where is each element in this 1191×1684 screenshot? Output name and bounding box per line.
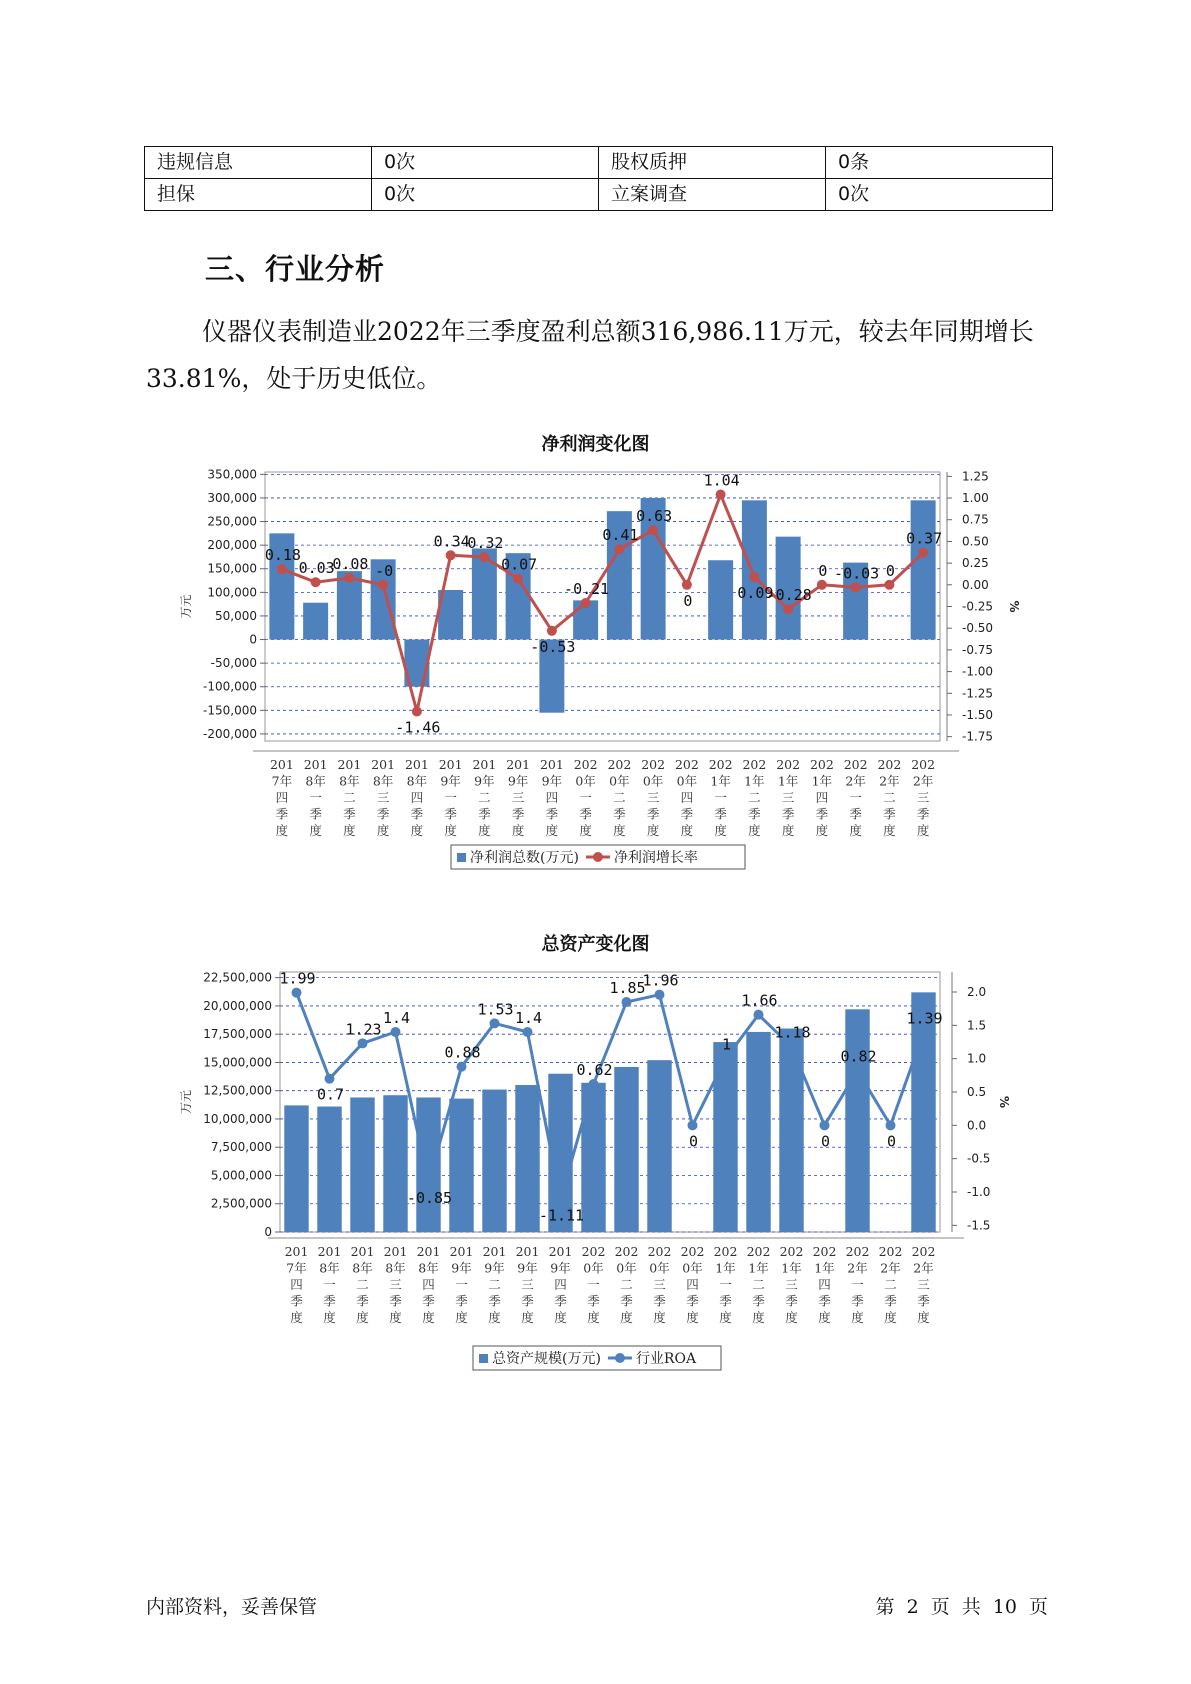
table-cell: 担保: [145, 179, 372, 211]
y2-tick-label: 0.00: [962, 577, 989, 592]
y2-tick-label: 2.0: [967, 985, 987, 999]
chart-title-total-assets: 总资产变化图: [541, 934, 650, 955]
x-tick-label: 202 2年三季度: [911, 1244, 936, 1325]
y2-tick-label: 0.50: [962, 534, 989, 549]
legend-line-marker: [593, 852, 603, 862]
y-tick-label: 150,000: [207, 561, 257, 576]
x-tick-label: 201 8年二季度: [350, 1244, 375, 1325]
data-point: [614, 544, 624, 554]
data-label: 0: [886, 1132, 897, 1151]
x-tick-label: 201 9年三季度: [506, 757, 531, 838]
section-title: 三、行业分析: [205, 252, 386, 286]
data-point: [581, 598, 591, 608]
x-tick-label: 202 1年二季度: [742, 757, 767, 838]
y-tick-label: 250,000: [207, 514, 257, 529]
bar: [416, 1097, 440, 1232]
data-label: 1.39: [906, 1009, 943, 1028]
data-label: 0.88: [444, 1043, 481, 1062]
legend-bar-swatch: [457, 853, 466, 862]
x-tick-label: 201 7年四季度: [284, 1244, 309, 1325]
bar: [303, 603, 328, 640]
data-point: [886, 1120, 896, 1130]
x-tick-label: 202 0年四季度: [680, 1244, 705, 1325]
table-cell: 0次: [826, 179, 1053, 211]
data-point: [391, 1027, 401, 1037]
data-label: 1.4: [382, 1009, 411, 1027]
y-tick-label: 0: [249, 632, 257, 647]
total-assets-chart: [0, 960, 1191, 1380]
y2-tick-label: -1.0: [967, 1185, 991, 1199]
data-point: [622, 997, 632, 1007]
data-point: [446, 550, 456, 560]
x-tick-label: 202 1年一季度: [708, 757, 733, 838]
plot-area: [265, 472, 943, 741]
y-tick-label: 17,500,000: [203, 1027, 272, 1042]
y-tick-label: -100,000: [203, 679, 257, 694]
x-tick-label: 201 8年一季度: [303, 757, 328, 838]
y2-tick-label: -1.75: [962, 729, 994, 744]
data-point: [787, 1042, 797, 1052]
y2-tick-label: -0.5: [967, 1151, 991, 1166]
y2-tick-label: -0.25: [962, 599, 994, 614]
data-label: 0: [688, 1132, 699, 1151]
y-tick-label: 200,000: [207, 538, 257, 553]
data-point: [311, 577, 321, 587]
data-point: [682, 580, 692, 590]
data-label: 1.18: [774, 1023, 811, 1042]
table-cell: 股权质押: [599, 147, 826, 179]
x-tick-label: 201 8年一季度: [317, 1244, 342, 1325]
bar: [911, 500, 936, 639]
data-point: [358, 1038, 368, 1048]
legend-label-bars: 净利润总数(万元): [470, 850, 579, 866]
table-cell: 0次: [372, 147, 599, 179]
data-label: -1.11: [538, 1206, 585, 1225]
y2-tick-label: 1.0: [967, 1051, 987, 1066]
x-tick-label: 201 9年四季度: [539, 757, 564, 838]
bar: [614, 1067, 638, 1232]
x-tick-label: 201 9年二季度: [482, 1244, 507, 1325]
legend-label-line: 净利润增长率: [613, 850, 698, 866]
bar: [383, 1095, 407, 1232]
data-label: 0.7: [316, 1085, 345, 1104]
table-cell: 0次: [372, 179, 599, 211]
x-tick-label: 201 8年四季度: [416, 1244, 441, 1325]
legend-label-line: 行业ROA: [635, 1351, 697, 1367]
data-point: [716, 490, 726, 500]
table-row: [145, 179, 1053, 211]
data-label: 0.08: [332, 554, 369, 573]
data-label: -0.03: [834, 564, 880, 583]
data-label: 1.66: [741, 991, 778, 1010]
data-label: 0.18: [264, 546, 301, 565]
y-tick-label: 100,000: [207, 585, 257, 600]
data-point: [292, 988, 302, 998]
bar: [317, 1107, 341, 1232]
y2-tick-label: 1.25: [962, 469, 989, 484]
data-point: [688, 1120, 698, 1130]
x-tick-label: 202 2年二季度: [878, 1244, 903, 1325]
bar: [449, 1099, 473, 1232]
data-point: [919, 1028, 929, 1038]
x-tick-label: 201 7年四季度: [269, 757, 294, 838]
data-label: 1.23: [345, 1020, 382, 1039]
y2-tick-label: 1.5: [967, 1018, 987, 1033]
analysis-paragraph: 仪器仪表制造业2022年三季度盈利总额316,986.11万元，较去年同期增长33.81%，处于历史低位。: [146, 317, 1034, 393]
legend-label-bars: 总资产规模(万元): [492, 1351, 601, 1367]
bar: [746, 1032, 770, 1232]
bar: [713, 1042, 737, 1232]
data-label: 0.03: [298, 559, 335, 578]
data-label: 0.07: [501, 555, 538, 574]
y-tick-label: 2,500,000: [210, 1196, 272, 1211]
data-label: 0: [683, 591, 693, 610]
y2-tick-label: 0.0: [967, 1118, 987, 1133]
bar: [284, 1105, 308, 1232]
x-tick-label: 201 8年三季度: [371, 757, 396, 838]
data-point: [412, 706, 422, 716]
y-tick-label: 7,500,000: [210, 1140, 272, 1155]
x-tick-label: 202 2年一季度: [843, 757, 868, 838]
y-tick-label: 5,000,000: [210, 1168, 272, 1183]
y-tick-label: 12,500,000: [203, 1083, 272, 1098]
data-label: -0: [375, 561, 394, 580]
x-tick-label: 202 0年二季度: [614, 1244, 639, 1325]
data-label: 0.62: [576, 1061, 613, 1079]
page-number: 第 2 页 共 10 页: [875, 1596, 1048, 1618]
data-point: [884, 580, 894, 590]
data-label: 0: [818, 561, 828, 580]
data-label: 0: [885, 561, 895, 580]
data-label: 0.34: [433, 532, 470, 551]
y2-tick-label: -0.75: [962, 642, 994, 657]
bar: [779, 1029, 803, 1232]
x-tick-label: 202 1年二季度: [746, 1244, 771, 1325]
data-label: 1.4: [514, 1009, 543, 1027]
y2-tick-label: 0.5: [967, 1085, 987, 1099]
data-point: [853, 1066, 863, 1076]
y2-axis-label: %: [1007, 600, 1021, 613]
y-tick-label: 20,000,000: [203, 998, 272, 1013]
x-tick-label: 202 0年三季度: [647, 1244, 672, 1325]
data-label: 1.04: [703, 471, 740, 490]
x-tick-label: 201 8年三季度: [383, 1244, 408, 1325]
data-point: [523, 1027, 533, 1037]
data-label: 0.09: [737, 583, 774, 602]
table-cell: 立案调查: [599, 179, 826, 211]
bar: [515, 1085, 539, 1232]
x-tick-label: 201 8年四季度: [404, 757, 429, 838]
data-point: [556, 1194, 566, 1204]
chart-title-net-profit: 净利润变化图: [541, 434, 650, 455]
data-label: -1.46: [395, 718, 441, 737]
y-axis-label: 万元: [179, 594, 193, 619]
data-label: 1.96: [642, 971, 679, 990]
data-point: [817, 580, 827, 590]
data-point: [277, 564, 287, 574]
data-label: -0.53: [530, 637, 576, 656]
y2-tick-label: -1.5: [967, 1218, 991, 1233]
x-tick-label: 202 1年三季度: [776, 757, 801, 838]
data-label: -0.28: [766, 586, 812, 605]
data-label: -0.21: [564, 580, 610, 599]
data-label: -0.85: [406, 1189, 453, 1207]
bar: [708, 560, 733, 639]
y2-tick-label: -0.50: [962, 621, 994, 636]
x-tick-label: 201 9年四季度: [548, 1244, 573, 1325]
x-tick-label: 201 9年一季度: [449, 1244, 474, 1325]
y2-tick-label: -1.50: [962, 707, 994, 722]
x-tick-label: 201 9年一季度: [438, 757, 463, 838]
y-tick-label: 10,000,000: [203, 1111, 272, 1126]
bar: [581, 1083, 605, 1232]
table-cell: 0条: [826, 147, 1053, 179]
data-point: [513, 574, 523, 584]
data-point: [589, 1079, 599, 1089]
table-row: [145, 147, 1053, 179]
x-tick-label: 202 0年三季度: [641, 757, 666, 838]
x-tick-label: 202 0年一季度: [573, 757, 598, 838]
data-point: [378, 580, 388, 590]
x-tick-label: 202 1年四季度: [809, 757, 834, 838]
data-label: 0: [820, 1132, 831, 1151]
y-tick-label: 350,000: [207, 467, 257, 482]
table-cell: 违规信息: [145, 147, 372, 179]
info-table: [144, 146, 1053, 211]
x-tick-label: 202 1年一季度: [713, 1244, 738, 1325]
legend-line-marker: [615, 1353, 625, 1363]
footer-note: 内部资料，妥善保管: [146, 1596, 318, 1618]
x-tick-label: 202 0年二季度: [607, 757, 632, 838]
x-tick-label: 202 2年三季度: [911, 757, 936, 838]
legend-bar-swatch: [479, 1354, 488, 1363]
data-label: 1: [721, 1035, 732, 1054]
y-tick-label: -200,000: [203, 726, 257, 741]
data-label: 0.32: [467, 534, 504, 553]
data-point: [754, 1010, 764, 1020]
bar: [845, 1009, 869, 1232]
y-tick-label: 22,500,000: [203, 970, 272, 985]
y-axis-label: 万元: [179, 1089, 193, 1115]
y-tick-label: 0: [264, 1225, 272, 1239]
data-point: [325, 1074, 335, 1084]
x-tick-label: 201 9年三季度: [515, 1244, 540, 1325]
y-tick-label: -50,000: [210, 656, 257, 671]
data-label: 0.63: [636, 507, 673, 526]
y-tick-label: -150,000: [203, 703, 257, 718]
y2-tick-label: -1.00: [962, 664, 994, 679]
data-point: [783, 604, 793, 614]
plot-area: [279, 969, 943, 1232]
data-point: [457, 1062, 467, 1072]
x-tick-label: 202 0年一季度: [581, 1244, 606, 1325]
data-point: [490, 1018, 500, 1028]
data-point: [721, 1054, 731, 1064]
data-label: 0.37: [906, 529, 943, 548]
y2-tick-label: 0.25: [962, 556, 989, 571]
y2-tick-label: 1.00: [962, 491, 989, 506]
data-point: [918, 548, 928, 558]
y-tick-label: 300,000: [207, 490, 257, 505]
data-point: [424, 1177, 434, 1187]
data-point: [749, 572, 759, 582]
y2-tick-label: 0.75: [962, 512, 989, 527]
data-point: [648, 525, 658, 535]
bar: [742, 500, 767, 639]
data-point: [655, 990, 665, 1000]
data-label: 0.41: [602, 526, 639, 545]
x-tick-label: 201 8年二季度: [337, 757, 362, 838]
y2-axis-label: %: [997, 1095, 1011, 1109]
data-point: [851, 582, 861, 592]
bar: [350, 1097, 374, 1232]
x-tick-label: 202 0年四季度: [674, 757, 699, 838]
data-point: [820, 1120, 830, 1130]
data-point: [479, 552, 489, 562]
y-tick-label: 15,000,000: [203, 1055, 272, 1070]
x-tick-label: 202 2年一季度: [845, 1244, 870, 1325]
data-point: [344, 573, 354, 583]
x-tick-label: 202 2年二季度: [877, 757, 902, 838]
x-tick-label: 202 1年四季度: [812, 1244, 837, 1325]
x-tick-label: 201 9年二季度: [472, 757, 497, 838]
net-profit-chart: [0, 460, 1191, 880]
x-tick-label: 202 1年三季度: [779, 1244, 804, 1325]
bar: [482, 1090, 506, 1232]
y-tick-label: 50,000: [215, 608, 257, 623]
data-label: 1.99: [279, 969, 316, 988]
data-label: 0.82: [840, 1047, 877, 1066]
y2-tick-label: -1.25: [962, 686, 994, 701]
data-label: 1.53: [477, 1000, 514, 1019]
data-point: [547, 626, 557, 636]
bar: [647, 1060, 671, 1232]
data-label: 1.85: [609, 979, 646, 997]
